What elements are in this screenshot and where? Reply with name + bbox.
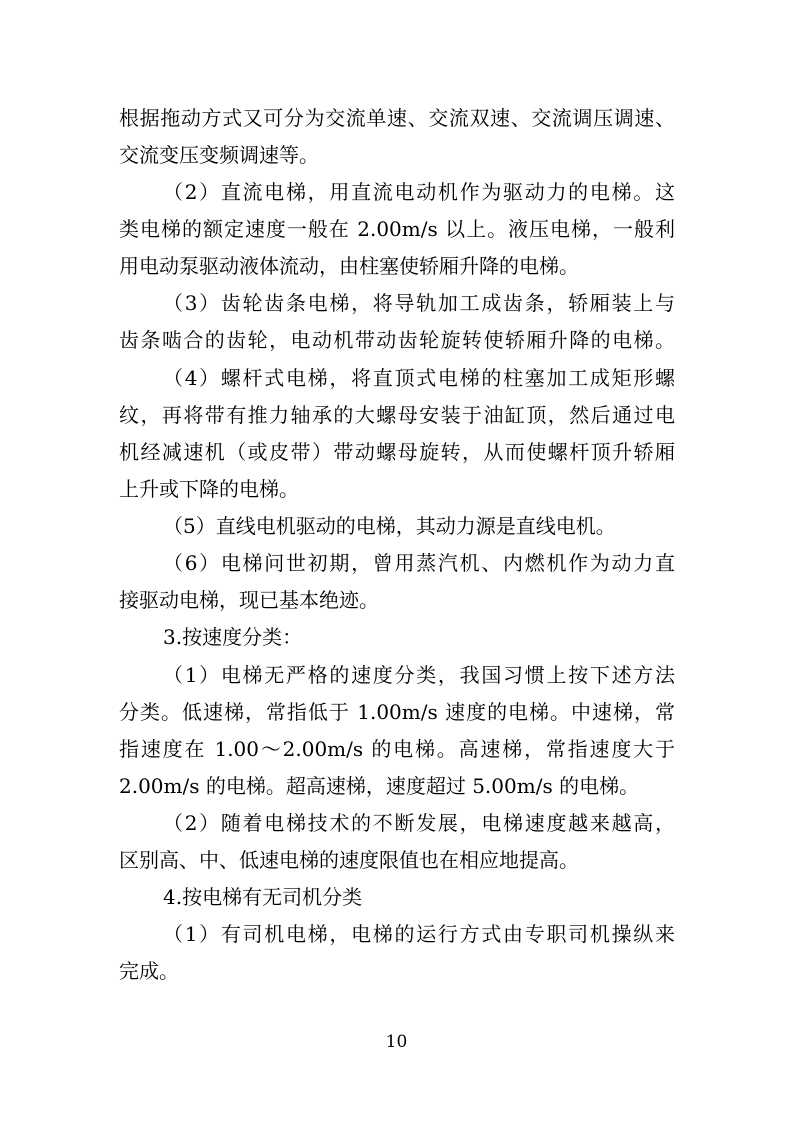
text-line: （5）直线电机驱动的电梯，其动力源是直线电机。 — [163, 514, 616, 538]
text-line: （3）齿轮齿条电梯，将导轨加工成齿条，轿厢装上与 — [163, 291, 675, 315]
text-line: 2.00m/s 的电梯。超高速梯，速度超过 5.00m/s 的电梯。 — [119, 774, 640, 798]
text-line: （2）直流电梯，用直流电动机作为驱动力的电梯。这 — [163, 180, 675, 204]
text-line: 用电动泵驱动液体流动，由柱塞使轿厢升降的电梯。 — [119, 254, 579, 278]
text-line: 纹，再将带有推力轴承的大螺母安装于油缸顶，然后通过电 — [119, 403, 675, 427]
text-line: 完成。 — [119, 959, 179, 983]
section-heading: 4.按电梯有无司机分类 — [163, 885, 363, 909]
text-line: （4）螺杆式电梯，将直顶式电梯的柱塞加工成矩形螺 — [163, 366, 675, 390]
text-line: 分类。低速梯，常指低于 1.00m/s 速度的电梯。中速梯，常 — [119, 700, 675, 724]
text-line: 上升或下降的电梯。 — [119, 477, 299, 501]
section-heading: 3.按速度分类： — [163, 625, 303, 649]
text-line: （6）电梯问世初期，曾用蒸汽机、内燃机作为动力直 — [163, 551, 675, 575]
text-line: 类电梯的额定速度一般在 2.00m/s 以上。液压电梯，一般利 — [119, 217, 675, 241]
text-line: 交流变压变频调速等。 — [119, 143, 319, 167]
text-line: 接驱动电梯，现已基本绝迹。 — [119, 588, 379, 612]
text-line: 机经减速机（或皮带）带动螺母旋转，从而使螺杆顶升轿厢 — [119, 440, 675, 464]
text-line: 指速度在 1.00～2.00m/s 的电梯。高速梯，常指速度大于 — [119, 737, 675, 761]
page-number: 10 — [385, 1032, 408, 1052]
text-line: 齿条啮合的齿轮，电动机带动齿轮旋转使轿厢升降的电梯。 — [119, 328, 675, 352]
text-line: （1）电梯无严格的速度分类，我国习惯上按下述方法 — [163, 663, 675, 687]
text-line: （1）有司机电梯，电梯的运行方式由专职司机操纵来 — [163, 922, 675, 946]
text-line: 根据拖动方式又可分为交流单速、交流双速、交流调压调速、 — [119, 106, 675, 130]
text-line: （2）随着电梯技术的不断发展，电梯速度越来越高， — [163, 811, 675, 835]
text-line: 区别高、中、低速电梯的速度限值也在相应地提高。 — [119, 848, 579, 872]
